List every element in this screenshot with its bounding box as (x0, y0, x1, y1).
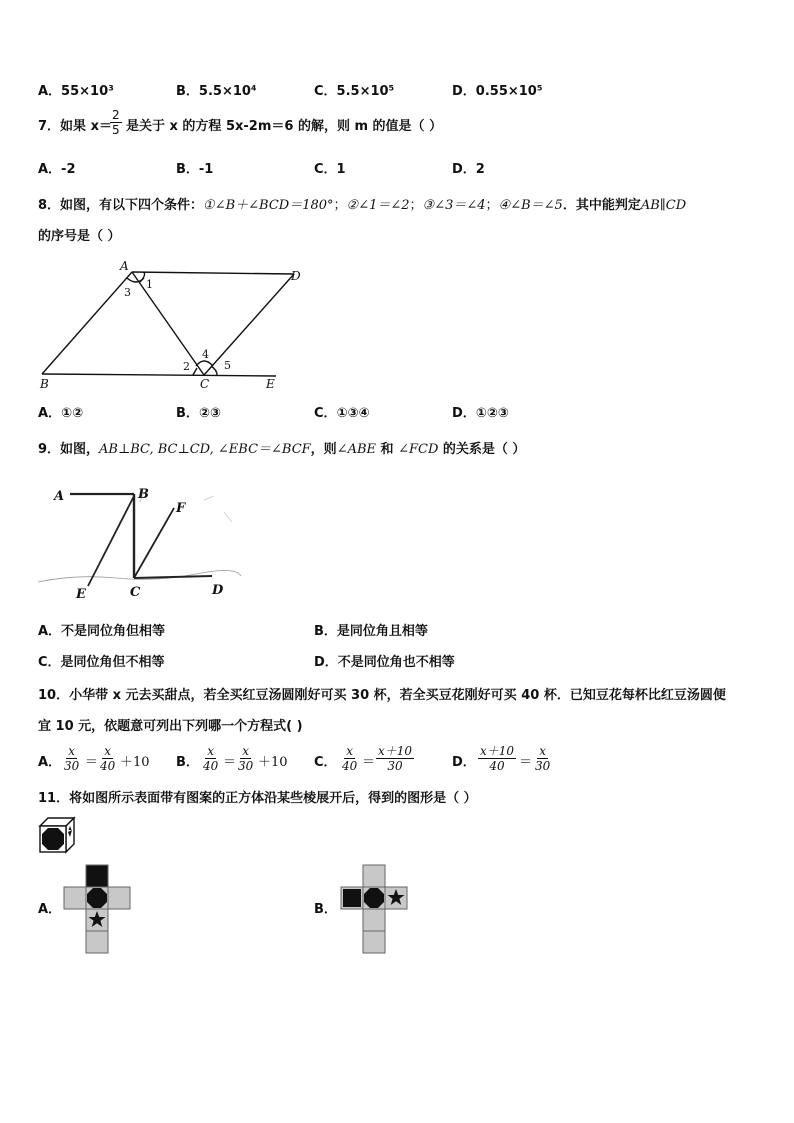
q10-d-right-num: x (539, 744, 547, 758)
q10-d-left-fraction (478, 744, 516, 773)
q8-arc-c2 (193, 368, 197, 375)
q11-option-b-net (339, 864, 411, 954)
octagon-icon (364, 888, 384, 908)
net-a-top-square (86, 865, 108, 887)
q8-angle-5: 5 (224, 359, 231, 372)
q10-question-line1: 10．小华带 x 元去买甜点，若全买红豆汤圆刚好可买 30 杯，若全买豆花刚好可买 40 杯．已知豆花每杯比红豆汤圆便 (38, 688, 726, 703)
q10-d-left-num: x＋10 (480, 744, 515, 758)
q8-sep2: ； (409, 198, 423, 213)
net-b-top-square (363, 865, 385, 887)
q9-mid: ，则 (310, 442, 337, 457)
q10-a-right-den: 40 (100, 759, 116, 773)
q11-option-b-label: B． (314, 902, 337, 917)
q8-option-b: B．②③ (176, 406, 221, 421)
q9-question (38, 442, 525, 458)
q11-option-a-label: A． (38, 902, 62, 917)
q9-option-b: B．是同位角且相等 (314, 624, 428, 639)
q11-question: 11．将如图所示表面带有图案的正方体沿某些棱展开后，得到的图形是（ ） (38, 791, 477, 806)
q10-a-right-num: x (104, 744, 112, 758)
q7-option-c: C．1 (314, 162, 346, 177)
q8-label-b: B (40, 377, 49, 391)
q8-sep1: ； (333, 198, 347, 213)
q10-a-right-fraction (98, 744, 117, 773)
q10-a-left-den: 30 (64, 759, 80, 773)
q9-prefix: 9．如图， (38, 442, 100, 457)
q8-label-e: E (266, 377, 275, 391)
q8-line-ab (42, 272, 132, 374)
q8-line-be (42, 374, 276, 376)
net-a-right-square (108, 887, 130, 909)
net-b-lower-square (363, 909, 385, 931)
q9-angle-abe: ∠ABE (336, 442, 377, 457)
q10-c-right-num: x＋10 (378, 744, 413, 758)
q9-label-b: B (138, 487, 149, 502)
net-a-left-square (64, 887, 86, 909)
q8-cond2: ②∠1＝∠2 (346, 198, 410, 213)
q10-b-left-num: x (207, 744, 215, 758)
q10-a-equals: ＝ (85, 755, 99, 770)
net-a-bottom-square (86, 931, 108, 953)
net-b-bottom-square (363, 931, 385, 953)
q7-prefix: 7．如果 x＝ (38, 119, 112, 134)
q10-b-right-num: x (242, 744, 250, 758)
q10-b-right-den: 30 (238, 759, 254, 773)
q8-arc-c5 (211, 366, 217, 375)
q8-angle-3: 3 (124, 286, 131, 299)
q8-angle-2: 2 (183, 360, 190, 373)
octagon-icon (42, 828, 64, 850)
q8-suffix: ．其中能判定 (562, 198, 641, 213)
q10-option-d-label: D． (452, 755, 476, 770)
q11-cube-figure (38, 816, 78, 856)
q7-option-d: D．2 (452, 162, 485, 177)
q10-c-right-den: 30 (387, 759, 403, 773)
q9-angle-fcd: ∠FCD (398, 442, 439, 457)
q6-option-c: C．5.5×10⁵ (314, 84, 395, 99)
q9-label-c: C (130, 585, 141, 600)
q10-a-tail: ＋10 (120, 755, 150, 770)
q10-question-line2: 宜 10 元，依题意可列出下列哪一个方程式( ) (38, 719, 303, 734)
q8-question-line2: 的序号是（ ） (38, 229, 121, 244)
q8-angle-1: 1 (146, 278, 153, 291)
q10-c-left-num: x (346, 744, 354, 758)
q9-figure (36, 482, 242, 604)
q9-option-a: A．不是同位角但相等 (38, 624, 166, 639)
q9-label-a: A (54, 489, 65, 504)
q10-c-left-den: 40 (342, 759, 358, 773)
q9-label-f: F (176, 501, 186, 516)
q9-label-e: E (76, 587, 86, 602)
q10-d-right-fraction (533, 744, 552, 773)
q8-prefix: 8．如图，有以下四个条件： (38, 198, 204, 213)
q7-option-b: B．-1 (176, 162, 214, 177)
q8-target: AB∥CD (640, 198, 687, 213)
q10-b-equals: ＝ (223, 755, 237, 770)
q8-sep3: ； (485, 198, 499, 213)
q10-d-left-den: 40 (489, 759, 505, 773)
q7-frac-den: 5 (112, 123, 120, 137)
q10-b-right-fraction (236, 744, 255, 773)
q10-d-equals: ＝ (519, 755, 533, 770)
q8-cond3: ③∠3＝∠4 (422, 198, 486, 213)
q8-option-d: D．①②③ (452, 406, 509, 421)
q10-c-equals: ＝ (362, 755, 376, 770)
q6-option-a: A．55×10³ (38, 84, 114, 99)
q10-b-left-fraction (201, 744, 220, 773)
square-icon (343, 889, 361, 907)
q8-option-c: C．①③④ (314, 406, 370, 421)
q10-option-a-label: A． (38, 755, 62, 770)
q9-option-d: D．不是同位角也不相等 (314, 655, 455, 670)
q7-frac-num: 2 (112, 108, 120, 122)
q7-suffix: 是关于 x 的方程 5x-2m＝6 的解，则 m 的值是（ ） (126, 119, 443, 134)
q8-line-ac (132, 272, 204, 375)
q10-a-left-fraction (62, 744, 81, 773)
q9-conditions: AB⊥BC, BC⊥CD, ∠EBC＝∠BCF (99, 442, 311, 457)
q8-cond4: ④∠B＝∠5 (498, 198, 563, 213)
q8-figure (36, 256, 306, 392)
q10-c-right-fraction (376, 744, 414, 773)
q10-b-tail: ＋10 (258, 755, 288, 770)
q8-line-cd (204, 274, 294, 375)
q10-option-b-label: B． (176, 755, 199, 770)
q8-arc-a1 (140, 272, 145, 282)
q10-a-left-num: x (68, 744, 76, 758)
q8-arc-c4 (196, 361, 213, 366)
q8-cond1: ①∠B＋∠BCD＝180° (203, 198, 334, 213)
q7-option-a: A．-2 (38, 162, 76, 177)
octagon-icon (87, 888, 107, 908)
q8-line-ad (132, 272, 294, 274)
q8-angle-4: 4 (202, 348, 209, 361)
q6-option-d: D．0.55×10⁵ (452, 84, 543, 99)
q9-suffix: 的关系是（ ） (438, 442, 526, 457)
q10-option-c-label: C． (314, 755, 337, 770)
q8-option-a: A．①② (38, 406, 84, 421)
q10-d-right-den: 30 (535, 759, 551, 773)
q7-fraction (110, 108, 122, 137)
q9-and: 和 (376, 442, 399, 457)
q9-label-d: D (212, 583, 224, 598)
q8-question-line1 (38, 198, 686, 214)
q6-option-b: B．5.5×10⁴ (176, 84, 257, 99)
q10-c-left-fraction (340, 744, 359, 773)
q8-label-a: A (120, 259, 129, 273)
q8-label-c: C (200, 377, 210, 391)
q11-option-a-net (62, 864, 134, 954)
q9-option-c: C．是同位角但不相等 (38, 655, 165, 670)
q8-label-d: D (291, 269, 301, 283)
q10-b-left-den: 40 (203, 759, 219, 773)
